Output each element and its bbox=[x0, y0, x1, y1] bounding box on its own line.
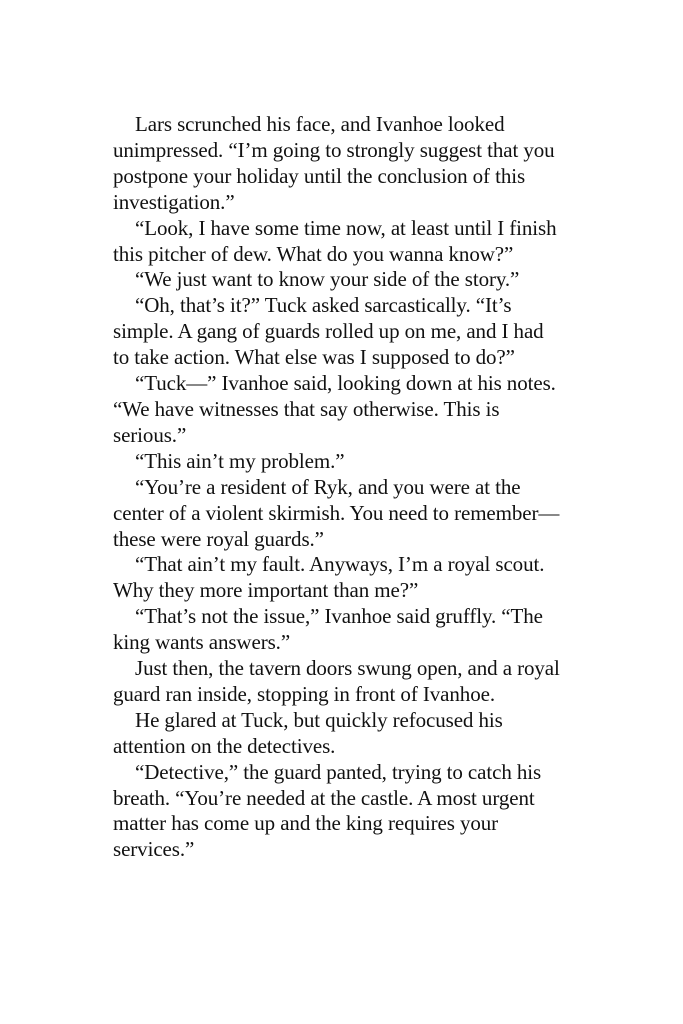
paragraph: “You’re a resident of Ryk, and you were at the center of a violent skirmish. You need to remember— these were royal guards.” bbox=[113, 474, 560, 551]
paragraph: “Look, I have some time now, at least until I finish this pitcher of dew. What do you wanna know?” bbox=[113, 215, 557, 266]
paragraph: He glared at Tuck, but quickly refocused his attention on the detectives. bbox=[113, 707, 503, 758]
paragraph: “Oh, that’s it?” Tuck asked sarcastically. “It’s simple. A gang of guards rolled up on me, and I had to take action. What else was I supposed to do?” bbox=[113, 293, 544, 370]
paragraph: “We just want to know your side of the story.” bbox=[135, 267, 520, 292]
paragraph: Lars scrunched his face, and Ivanhoe looked unimpressed. “I’m going to strongly suggest that you postpone your holiday until the conclusion of this investigation.” bbox=[113, 112, 555, 214]
paragraph: “That ain’t my fault. Anyways, I’m a royal scout. Why they more important than me?” bbox=[113, 552, 545, 603]
paragraph: “Tuck—” Ivanhoe said, looking down at his notes. “We have witnesses that say otherwise. This is serious.” bbox=[113, 371, 556, 447]
paragraph: “That’s not the issue,” Ivanhoe said gruffly. “The king wants answers.” bbox=[113, 604, 543, 655]
paragraph: “Detective,” the guard panted, trying to catch his breath. “You’re needed at the castle. A most urgent matter has come up and the king requires your services.” bbox=[113, 759, 542, 862]
paragraph: Just then, the tavern doors swung open, and a royal guard ran inside, stopping in front of Ivanhoe. bbox=[113, 656, 560, 706]
paragraph: “This ain’t my problem.” bbox=[135, 448, 345, 473]
page-body-text bbox=[113, 112, 573, 863]
